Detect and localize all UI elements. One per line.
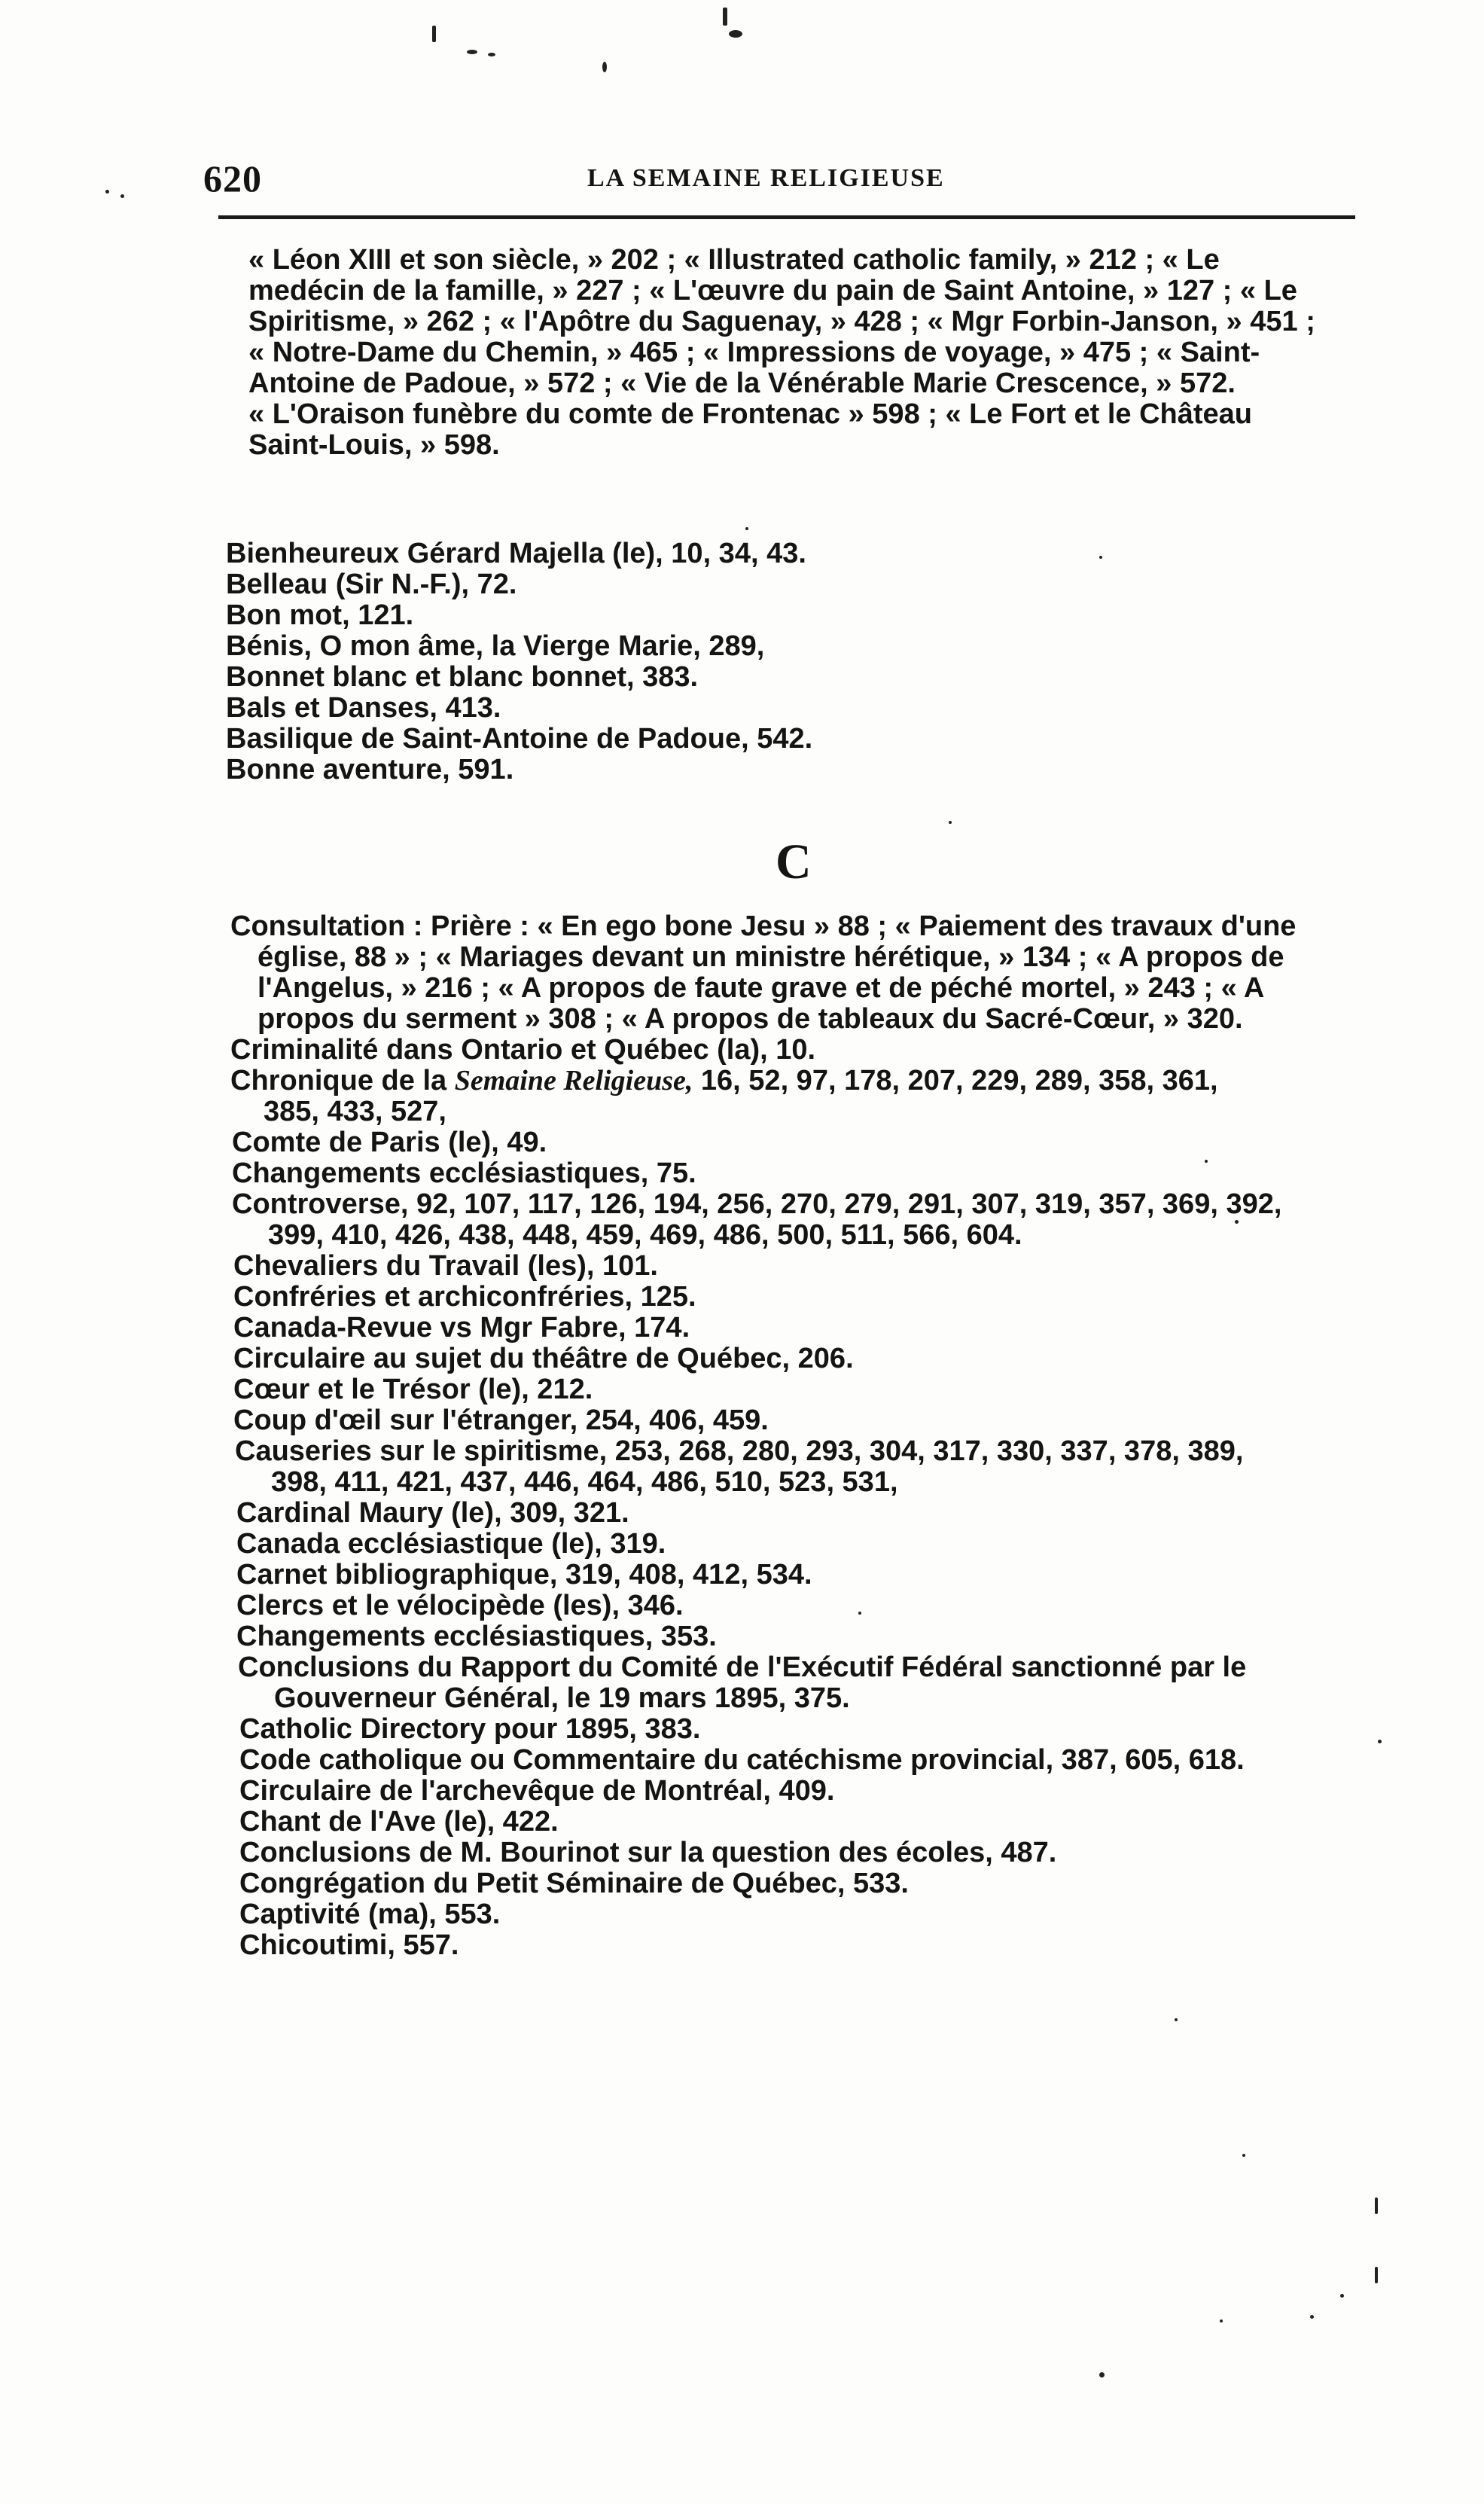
- entry-line: « Léon XIII et son siècle, » 202 ; « Illustrated catholic family, » 212 ; « Le: [248, 244, 1220, 276]
- index-entry: Catholic Directory pour 1895, 383.: [239, 1713, 701, 1745]
- entry-line: Gouverneur Général, le 19 mars 1895, 375.: [274, 1682, 850, 1714]
- entry-line: Saint-Louis, » 598.: [248, 429, 500, 461]
- entry-line: l'Angelus, » 216 ; « A propos de faute grave et de péché mortel, » 243 ; « A: [257, 972, 1265, 1004]
- entry-line: Consultation : Prière : « En ego bone Jesu » 88 ; « Paiement des travaux d'une: [230, 910, 1297, 942]
- entry-line: église, 88 » ; « Mariages devant un ministre hérétique, » 134 ; « A propos de: [257, 941, 1284, 973]
- index-entry: Bonnet blanc et blanc bonnet, 383.: [226, 661, 699, 693]
- index-list-c2: [233, 1251, 854, 1436]
- index-entry: Captivité (ma), 553.: [239, 1899, 501, 1930]
- index-entry: Circulaire au sujet du théâtre de Québec, 206.: [233, 1343, 854, 1374]
- running-title: LA SEMAINE RELIGIEUSE: [587, 164, 945, 192]
- index-entry: Chevaliers du Travail (les), 101.: [233, 1250, 658, 1282]
- index-entry: Bonne aventure, 591.: [226, 754, 514, 785]
- index-entry: Chicoutimi, 557.: [239, 1929, 459, 1961]
- entry-text: Chronique de la: [230, 1065, 455, 1096]
- entry-line: Causeries sur le spiritisme, 253, 268, 280, 293, 304, 317, 330, 337, 378, 389,: [235, 1435, 1244, 1467]
- section-letter: C: [776, 834, 812, 889]
- index-entry: Bals et Danses, 413.: [226, 692, 501, 724]
- index-entry: Cardinal Maury (le), 309, 321.: [236, 1497, 629, 1529]
- entry-line: propos du serment » 308 ; « A propos de tableaux du Sacré-Cœur, » 320.: [257, 1003, 1243, 1035]
- index-entry: Bienheureux Gérard Majella (le), 10, 34, 43.: [226, 538, 806, 569]
- index-entry-consultation: [230, 911, 1296, 1035]
- entry-line: Antoine de Padoue, » 572 ; « Vie de la Vénérable Marie Crescence, » 572.: [248, 368, 1236, 399]
- index-entry: Circulaire de l'archevêque de Montréal, 409.: [239, 1775, 835, 1807]
- index-entry: Bon mot, 121.: [226, 599, 414, 631]
- index-entry: Carnet bibliographique, 319, 408, 412, 534.: [236, 1559, 812, 1591]
- index-list-b: [226, 538, 812, 785]
- entry-line: Criminalité dans Ontario et Québec (la), 10.: [230, 1034, 816, 1066]
- entry-line: 385, 433, 527,: [264, 1096, 446, 1127]
- entry-line: 398, 411, 421, 437, 446, 464, 486, 510, 523, 531,: [271, 1466, 898, 1498]
- index-entry: Canada-Revue vs Mgr Fabre, 174.: [233, 1312, 690, 1343]
- index-entry: Confréries et archiconfréries, 125.: [233, 1281, 696, 1313]
- index-entry: Congrégation du Petit Séminaire de Québec, 533.: [239, 1868, 909, 1899]
- index-entry-controverse: [232, 1189, 1281, 1251]
- journal-title: Semaine Religieuse,: [454, 1065, 693, 1096]
- index-entry: Clercs et le vélocipède (les), 346.: [236, 1590, 684, 1621]
- index-entry: Changements ecclésiastiques, 75.: [232, 1157, 696, 1189]
- index-entry-conclusions-rapport: [238, 1652, 1246, 1714]
- index-entry: Comte de Paris (le), 49.: [232, 1127, 547, 1158]
- entry-line: « Notre-Dame du Chemin, » 465 ; « Impressions de voyage, » 475 ; « Saint-: [248, 337, 1260, 368]
- index-entry: Canada ecclésiastique (le), 319.: [236, 1528, 666, 1560]
- entry-line: Conclusions du Rapport du Comité de l'Exécutif Fédéral sanctionné par le: [238, 1652, 1247, 1683]
- entry-line: Controverse, 92, 107, 117, 126, 194, 256, 270, 279, 291, 307, 319, 357, 369, 392,: [232, 1188, 1282, 1220]
- index-entry: Chant de l'Ave (le), 422.: [239, 1806, 559, 1838]
- entry-line: [230, 1066, 1218, 1096]
- index-list-c3: [236, 1498, 812, 1652]
- index-entry: Conclusions de M. Bourinot sur la question des écoles, 487.: [239, 1837, 1057, 1868]
- index-entry-causeries: [235, 1436, 1243, 1498]
- index-entry: Cœur et le Trésor (le), 212.: [233, 1374, 593, 1405]
- index-entry: Basilique de Saint-Antoine de Padoue, 542.: [226, 723, 813, 755]
- index-list-c1: [232, 1127, 696, 1189]
- index-entry: Code catholique ou Commentaire du catéchisme provincial, 387, 605, 618.: [239, 1744, 1245, 1776]
- index-entry: Coup d'œil sur l'étranger, 254, 406, 459.: [233, 1404, 769, 1436]
- index-list-c4: [239, 1714, 1245, 1961]
- index-entry-continued: [248, 245, 1315, 461]
- page-number: 620: [203, 157, 262, 200]
- index-entry: [230, 1035, 815, 1066]
- entry-line: medécin de la famille, » 227 ; « L'œuvre du pain de Saint Antoine, » 127 ; « Le: [248, 275, 1297, 307]
- entry-line: Spiritisme, » 262 ; « l'Apôtre du Saguenay, » 428 ; « Mgr Forbin-Janson, » 451 ;: [248, 306, 1315, 337]
- index-entry: Belleau (Sir N.-F.), 72.: [226, 569, 517, 600]
- index-entry-chronique: [230, 1066, 1218, 1127]
- entry-line: « L'Oraison funèbre du comte de Frontenac » 598 ; « Le Fort et le Château: [248, 398, 1253, 430]
- entry-pages: 16, 52, 97, 178, 207, 229, 289, 358, 361,: [693, 1065, 1218, 1096]
- index-entry: Bénis, O mon âme, la Vierge Marie, 289,: [226, 630, 765, 662]
- index-entry: Changements ecclésiastiques, 353.: [236, 1621, 717, 1652]
- entry-line: 399, 410, 426, 438, 448, 459, 469, 486, 500, 511, 566, 604.: [268, 1219, 1022, 1251]
